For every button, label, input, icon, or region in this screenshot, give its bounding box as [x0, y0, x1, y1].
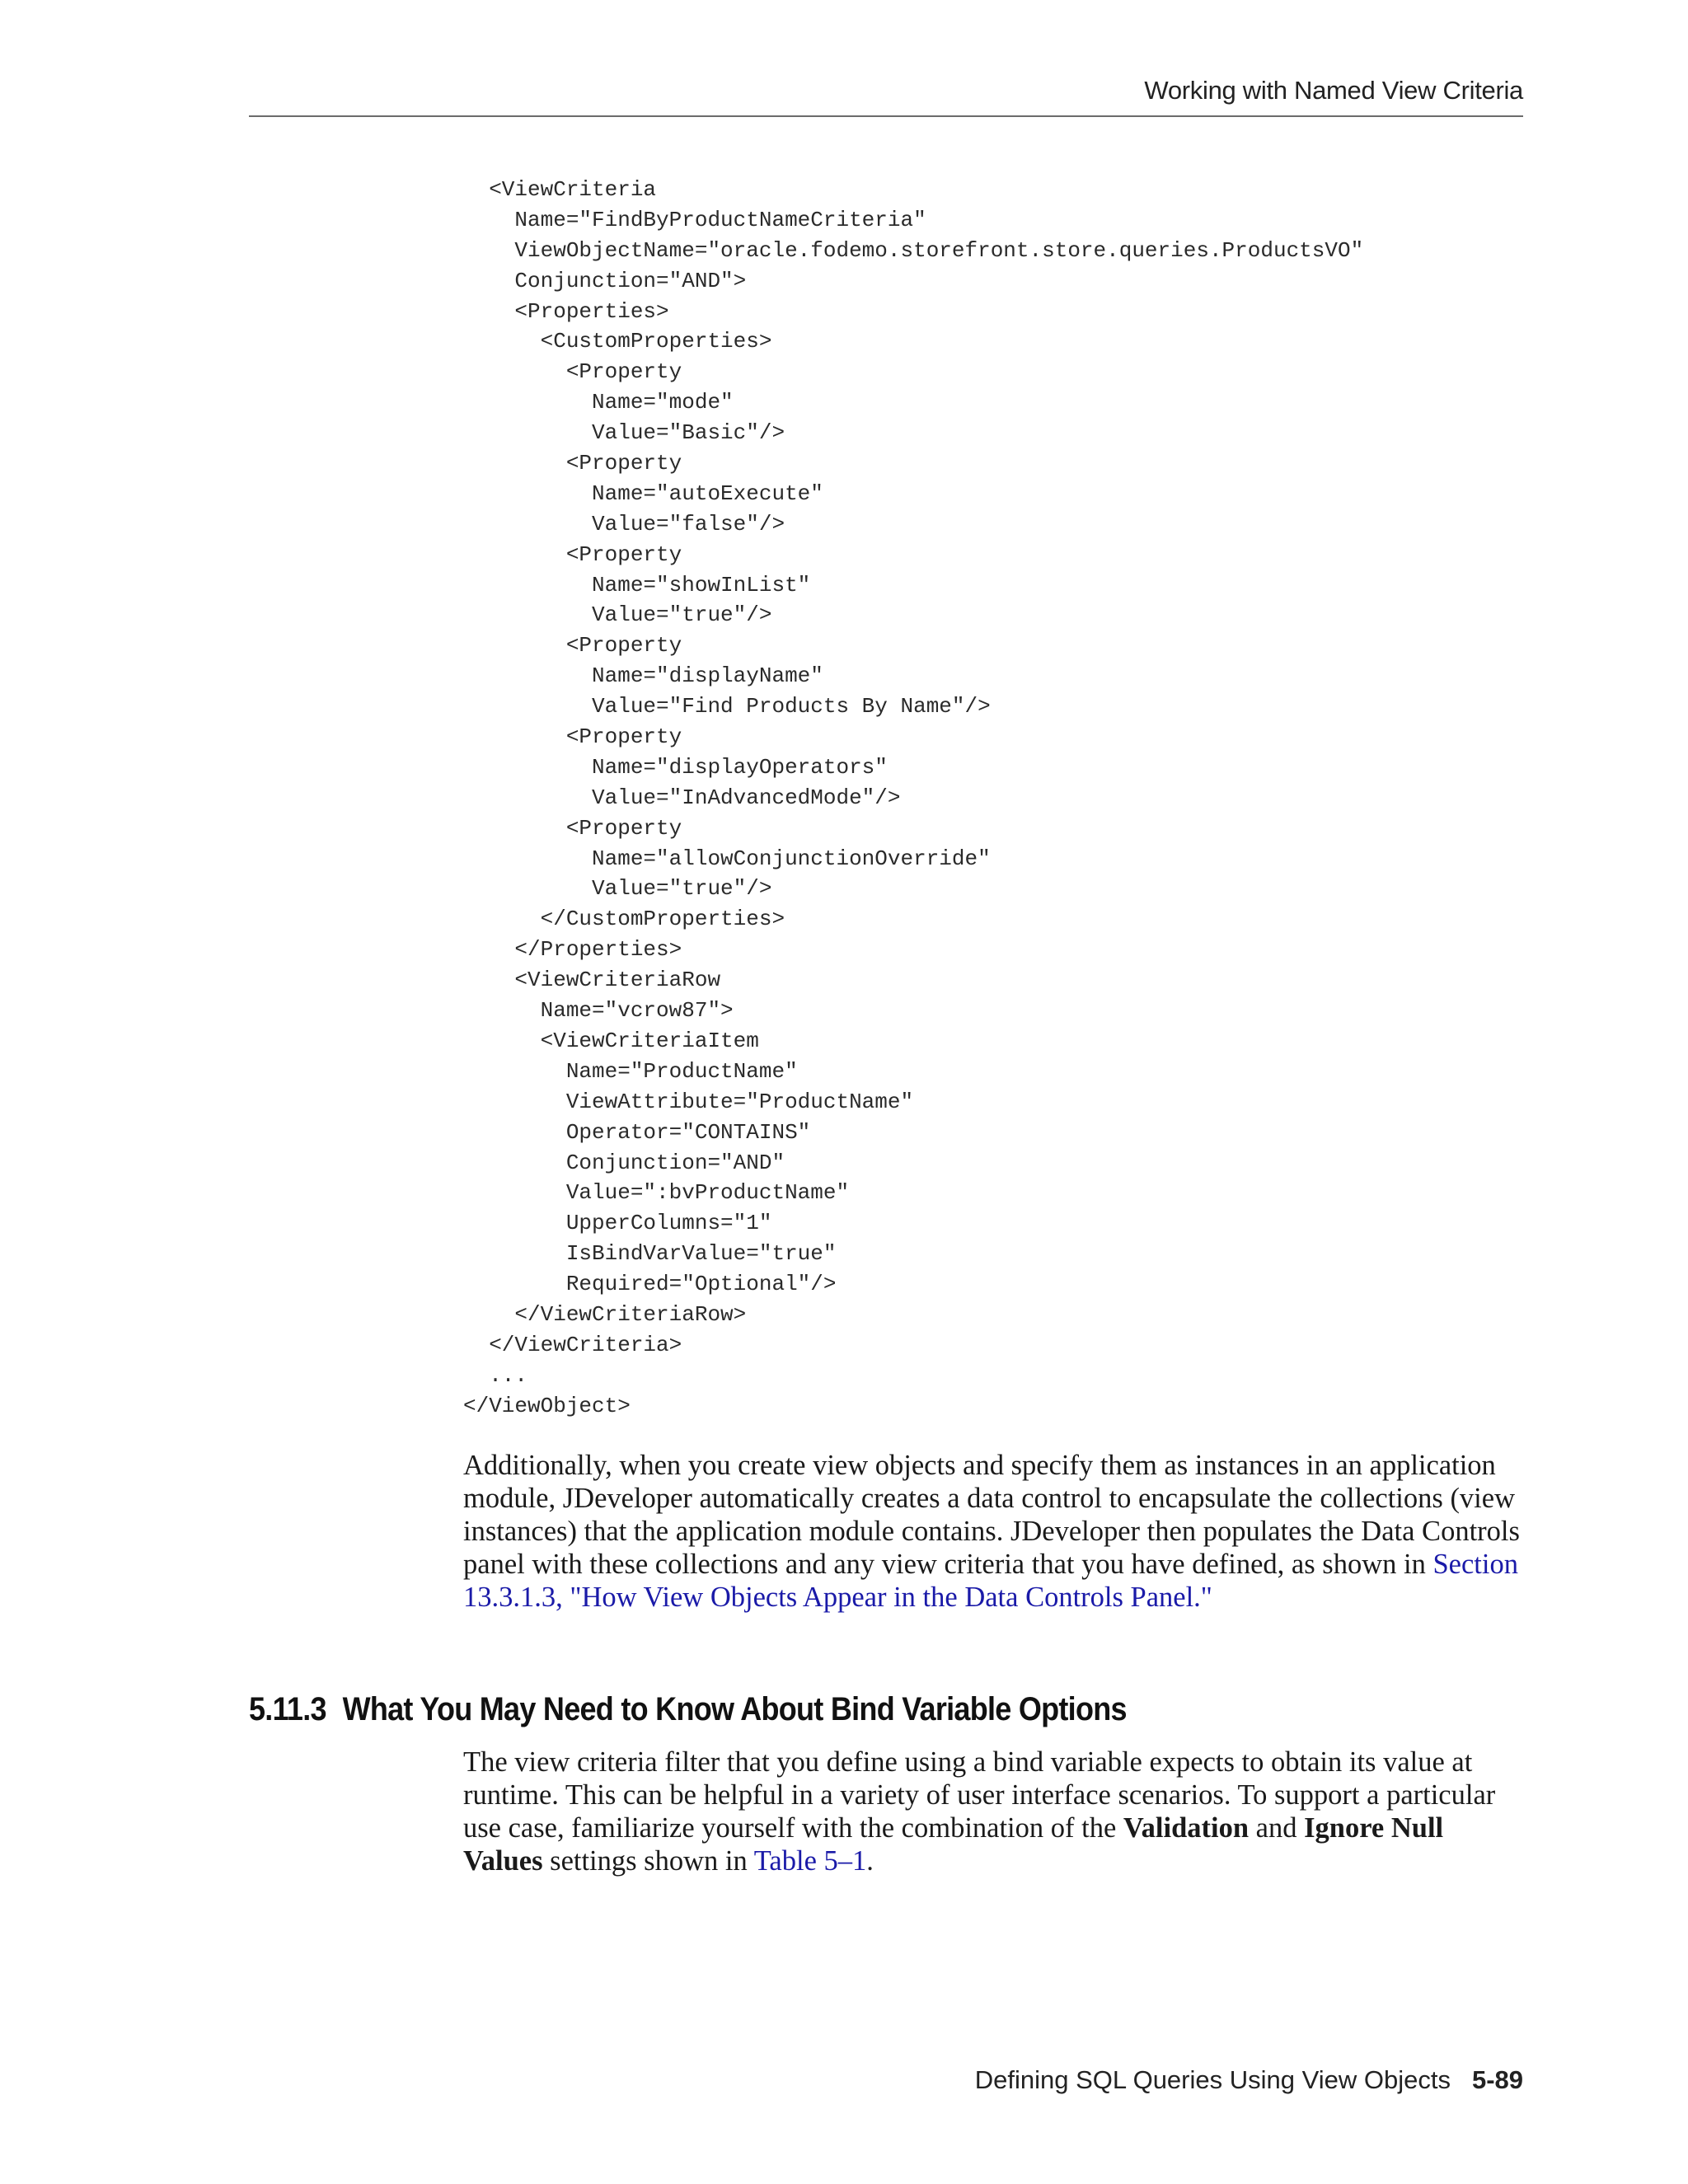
code-line: Name="displayName"	[463, 663, 823, 689]
paragraph-text: and	[1249, 1812, 1305, 1844]
code-line: Required="Optional"/>	[463, 1272, 837, 1297]
code-line: Name="allowConjunctionOverride"	[463, 846, 991, 871]
header-divider	[249, 115, 1523, 117]
code-line: Value="true"/>	[463, 602, 772, 628]
code-line: Name="mode"	[463, 390, 734, 415]
code-line: </ViewCriteria>	[463, 1332, 682, 1357]
code-line: <Property	[463, 815, 682, 841]
paragraph-text: settings shown in	[542, 1845, 754, 1877]
running-header: Working with Named View Criteria	[1144, 76, 1523, 105]
code-line: <Property	[463, 359, 682, 385]
section-number: 5.11.3	[249, 1691, 326, 1727]
code-line: UpperColumns="1"	[463, 1211, 772, 1236]
code-line: <Properties>	[463, 298, 669, 324]
code-line: <ViewCriteriaItem	[463, 1028, 759, 1053]
code-line: Conjunction="AND">	[463, 268, 747, 293]
code-line: <CustomProperties>	[463, 329, 772, 354]
code-line: Value="false"/>	[463, 511, 785, 537]
code-line: ...	[463, 1362, 528, 1388]
code-line: </ViewObject>	[463, 1393, 631, 1418]
body-paragraph-bind-variables	[463, 1746, 1526, 1877]
code-line: <Property	[463, 541, 682, 567]
table-cross-reference-link[interactable]: Table 5–1	[753, 1845, 867, 1877]
code-line: ViewObjectName="oracle.fodemo.storefront.store.queries.ProductsVO"	[463, 237, 1364, 263]
code-line: </Properties>	[463, 937, 682, 963]
code-line: Name="ProductName"	[463, 1058, 798, 1084]
section-cross-reference-link[interactable]: Section 13.3.1.3, "How View Objects Appear in the Data Controls Panel."	[463, 1549, 1518, 1613]
code-line: <Property	[463, 633, 682, 658]
code-line: <Property	[463, 451, 682, 476]
section-heading	[249, 1691, 1127, 1728]
bold-term-ignore-null-values: Ignore Null Values	[463, 1812, 1444, 1877]
code-line: IsBindVarValue="true"	[463, 1241, 837, 1267]
paragraph-text: .	[866, 1845, 874, 1877]
code-line: Name="showInList"	[463, 572, 811, 598]
code-line: Name="displayOperators"	[463, 754, 888, 780]
code-line: Value="Basic"/>	[463, 420, 785, 446]
code-line: <Property	[463, 724, 682, 750]
footer-chapter-title: Defining SQL Queries Using View Objects	[974, 2065, 1451, 2094]
code-line: Value=":bvProductName"	[463, 1180, 850, 1206]
code-line: <ViewCriteriaRow	[463, 968, 721, 993]
code-line: Name="FindByProductNameCriteria"	[463, 207, 926, 232]
code-line: Value="Find Products By Name"/>	[463, 694, 991, 719]
paragraph-text: Additionally, when you create view objects and specify them as instances in an application module, JDeveloper automatically creates a data control to encapsulate the collections (view instances) that the application module contains. JDeveloper then populates the Data Controls panel with these collections and any view criteria that you have defined, as shown in	[463, 1450, 1520, 1580]
section-title: What You May Need to Know About Bind Variable Options	[342, 1691, 1127, 1727]
code-line: <ViewCriteria	[463, 177, 657, 202]
page-number: 5-89	[1471, 2065, 1523, 2094]
code-line: ViewAttribute="ProductName"	[463, 1089, 914, 1114]
running-footer	[975, 2065, 1523, 2095]
body-paragraph-data-controls	[463, 1449, 1526, 1614]
code-line: Value="InAdvancedMode"/>	[463, 785, 901, 810]
code-line: </CustomProperties>	[463, 907, 785, 932]
code-line: Name="vcrow87">	[463, 998, 734, 1024]
bold-term-validation: Validation	[1123, 1812, 1250, 1844]
code-line: Operator="CONTAINS"	[463, 1119, 811, 1145]
code-line: </ViewCriteriaRow>	[463, 1301, 747, 1327]
paragraph-text: The view criteria filter that you define using a bind variable expects to obtain its value at runtime. This can be helpful in a variety of user interface scenarios. To support a particular use case, familiarize yourself with the combination of the	[463, 1746, 1496, 1844]
code-line: Name="autoExecute"	[463, 480, 823, 506]
xml-code-listing	[463, 175, 1363, 1422]
code-line: Conjunction="AND"	[463, 1150, 785, 1175]
code-line: Value="true"/>	[463, 876, 772, 902]
